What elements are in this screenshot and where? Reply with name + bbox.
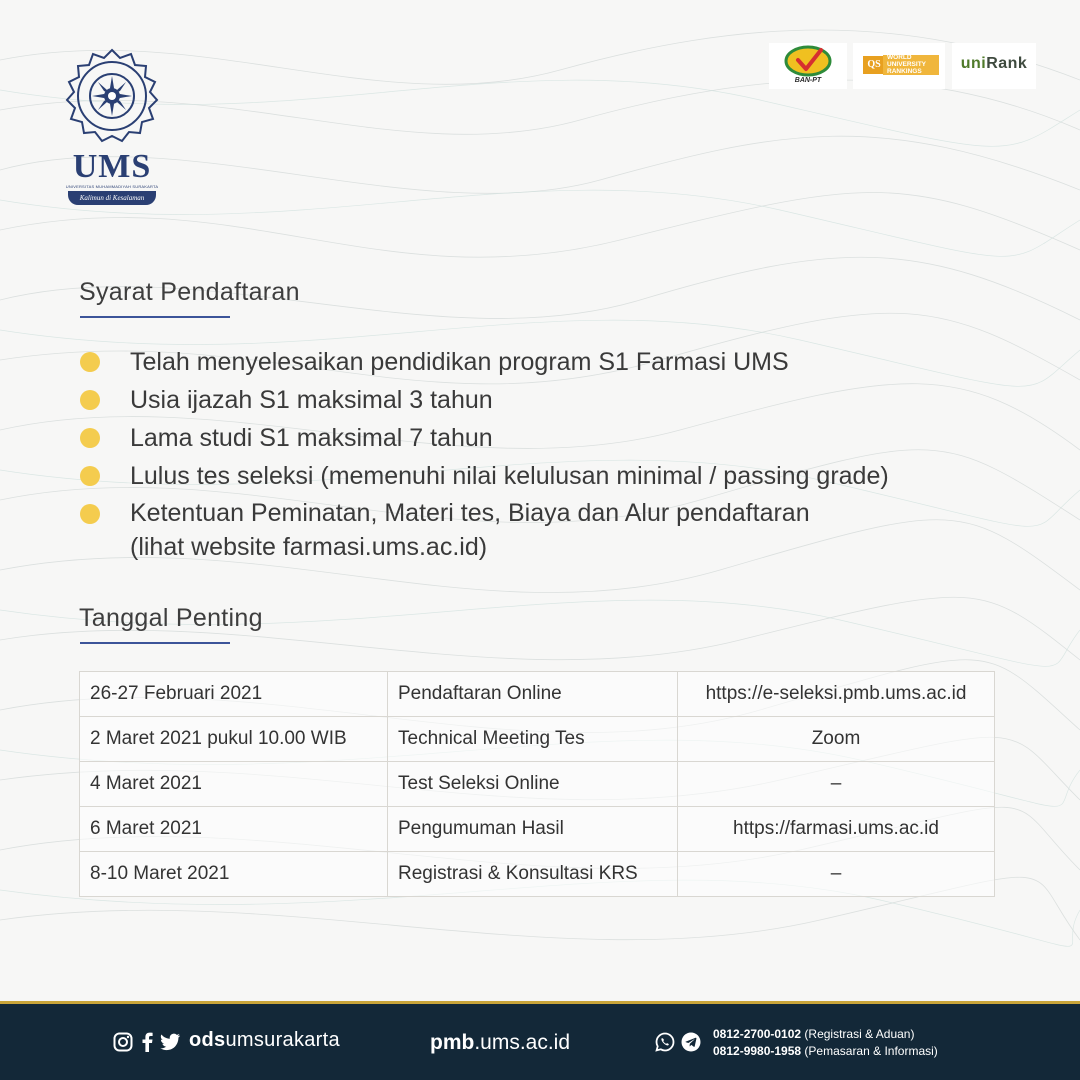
event-cell: Test Seleksi Online — [388, 762, 678, 807]
requirement-text: Lama studi S1 maksimal 7 tahun — [130, 424, 493, 452]
table-row — [80, 852, 995, 897]
ums-seal-icon — [64, 48, 160, 144]
bullet-dot — [80, 352, 100, 372]
important-dates-heading: Tanggal Penting — [79, 604, 263, 632]
important-dates-table — [79, 671, 995, 897]
table-row — [80, 717, 995, 762]
requirement-text: Ketentuan Peminatan, Materi tes, Biaya dan Alur pendaftaran — [130, 499, 810, 527]
phone-registration-note: (Registrasi & Aduan) — [804, 1027, 915, 1041]
phone-marketing-note: (Pemasaran & Informasi) — [804, 1044, 938, 1058]
ums-full-name: UNIVERSITAS MUHAMMADIYAH SURAKARTA — [65, 184, 159, 189]
qs-rankings-badge — [853, 43, 945, 89]
website-link[interactable] — [430, 1031, 570, 1055]
requirements-heading: Syarat Pendaftaran — [79, 278, 300, 306]
date-cell: 2 Maret 2021 pukul 10.00 WIB — [80, 717, 388, 762]
ban-pt-badge — [769, 43, 847, 89]
ban-pt-emblem-icon — [769, 43, 847, 77]
unirank-uni: uni — [960, 55, 987, 72]
unirank-badge — [952, 43, 1036, 89]
website-bold: pmb — [430, 1031, 475, 1054]
contact-numbers — [713, 1026, 938, 1060]
facebook-icon[interactable] — [141, 1032, 153, 1052]
phone-marketing[interactable]: 0812-9980-1958 — [713, 1044, 802, 1058]
list-item — [80, 420, 1040, 456]
contact-line-1 — [713, 1026, 938, 1043]
list-item — [80, 382, 1040, 418]
info-link-cell[interactable]: https://e-seleksi.pmb.ums.ac.id — [678, 672, 995, 717]
footer-bar — [0, 1004, 1080, 1080]
whatsapp-icon[interactable] — [655, 1032, 675, 1052]
event-cell: Pengumuman Hasil — [388, 807, 678, 852]
table-row — [80, 672, 995, 717]
requirement-text: Telah menyelesaikan pendidikan program S1 Farmasi UMS — [130, 348, 789, 376]
telegram-icon[interactable] — [681, 1032, 701, 1052]
qs-line-1: WORLD — [887, 54, 912, 61]
date-cell: 8-10 Maret 2021 — [80, 852, 388, 897]
table-row — [80, 807, 995, 852]
bullet-dot — [80, 428, 100, 448]
bullet-dot — [80, 466, 100, 486]
unirank-rank: Rank — [986, 55, 1028, 72]
info-link-cell[interactable]: https://farmasi.ums.ac.id — [678, 807, 995, 852]
ums-motto: Kalimun di Kesalaman — [68, 191, 156, 205]
qs-mark: QS — [863, 56, 885, 74]
date-cell: 6 Maret 2021 — [80, 807, 388, 852]
social-handle-bold: ods — [189, 1029, 226, 1051]
event-cell: Pendaftaran Online — [388, 672, 678, 717]
event-cell: Technical Meeting Tes — [388, 717, 678, 762]
important-dates-heading-underline — [80, 642, 230, 644]
bullet-dot — [80, 390, 100, 410]
qs-line-3: RANKINGS — [887, 67, 922, 75]
social-handle-rest: umsurakarta — [225, 1029, 340, 1051]
twitter-icon[interactable] — [159, 1032, 181, 1052]
instagram-icon[interactable] — [113, 1032, 133, 1052]
qs-line-2: UNIVERSITY — [887, 60, 927, 68]
info-cell: Zoom — [678, 717, 995, 762]
qs-wordmark — [883, 55, 939, 75]
info-cell: – — [678, 762, 995, 807]
website-rest: .ums.ac.id — [474, 1031, 571, 1054]
event-cell: Registrasi & Konsultasi KRS — [388, 852, 678, 897]
social-handle[interactable] — [189, 1029, 340, 1052]
ums-logo — [62, 48, 162, 208]
list-item — [80, 496, 1040, 564]
ums-logo-letters: UMS — [72, 148, 152, 185]
date-cell: 4 Maret 2021 — [80, 762, 388, 807]
date-cell: 26-27 Februari 2021 — [80, 672, 388, 717]
contact-line-2 — [713, 1043, 938, 1060]
requirement-website-note: (lihat website farmasi.ums.ac.id) — [130, 533, 488, 561]
ban-pt-label: BAN-PT — [794, 77, 822, 84]
list-item — [80, 344, 1040, 380]
requirement-text: Usia ijazah S1 maksimal 3 tahun — [130, 386, 493, 414]
phone-registration[interactable]: 0812-2700-0102 — [713, 1027, 802, 1041]
info-cell: – — [678, 852, 995, 897]
bullet-dot — [80, 504, 100, 524]
requirement-text: Lulus tes seleksi (memenuhi nilai kelulusan minimal / passing grade) — [130, 462, 889, 490]
requirements-heading-underline — [80, 316, 230, 318]
table-row — [80, 762, 995, 807]
list-item — [80, 458, 1040, 494]
requirements-list — [80, 344, 1040, 566]
unirank-wordmark — [956, 55, 1032, 73]
